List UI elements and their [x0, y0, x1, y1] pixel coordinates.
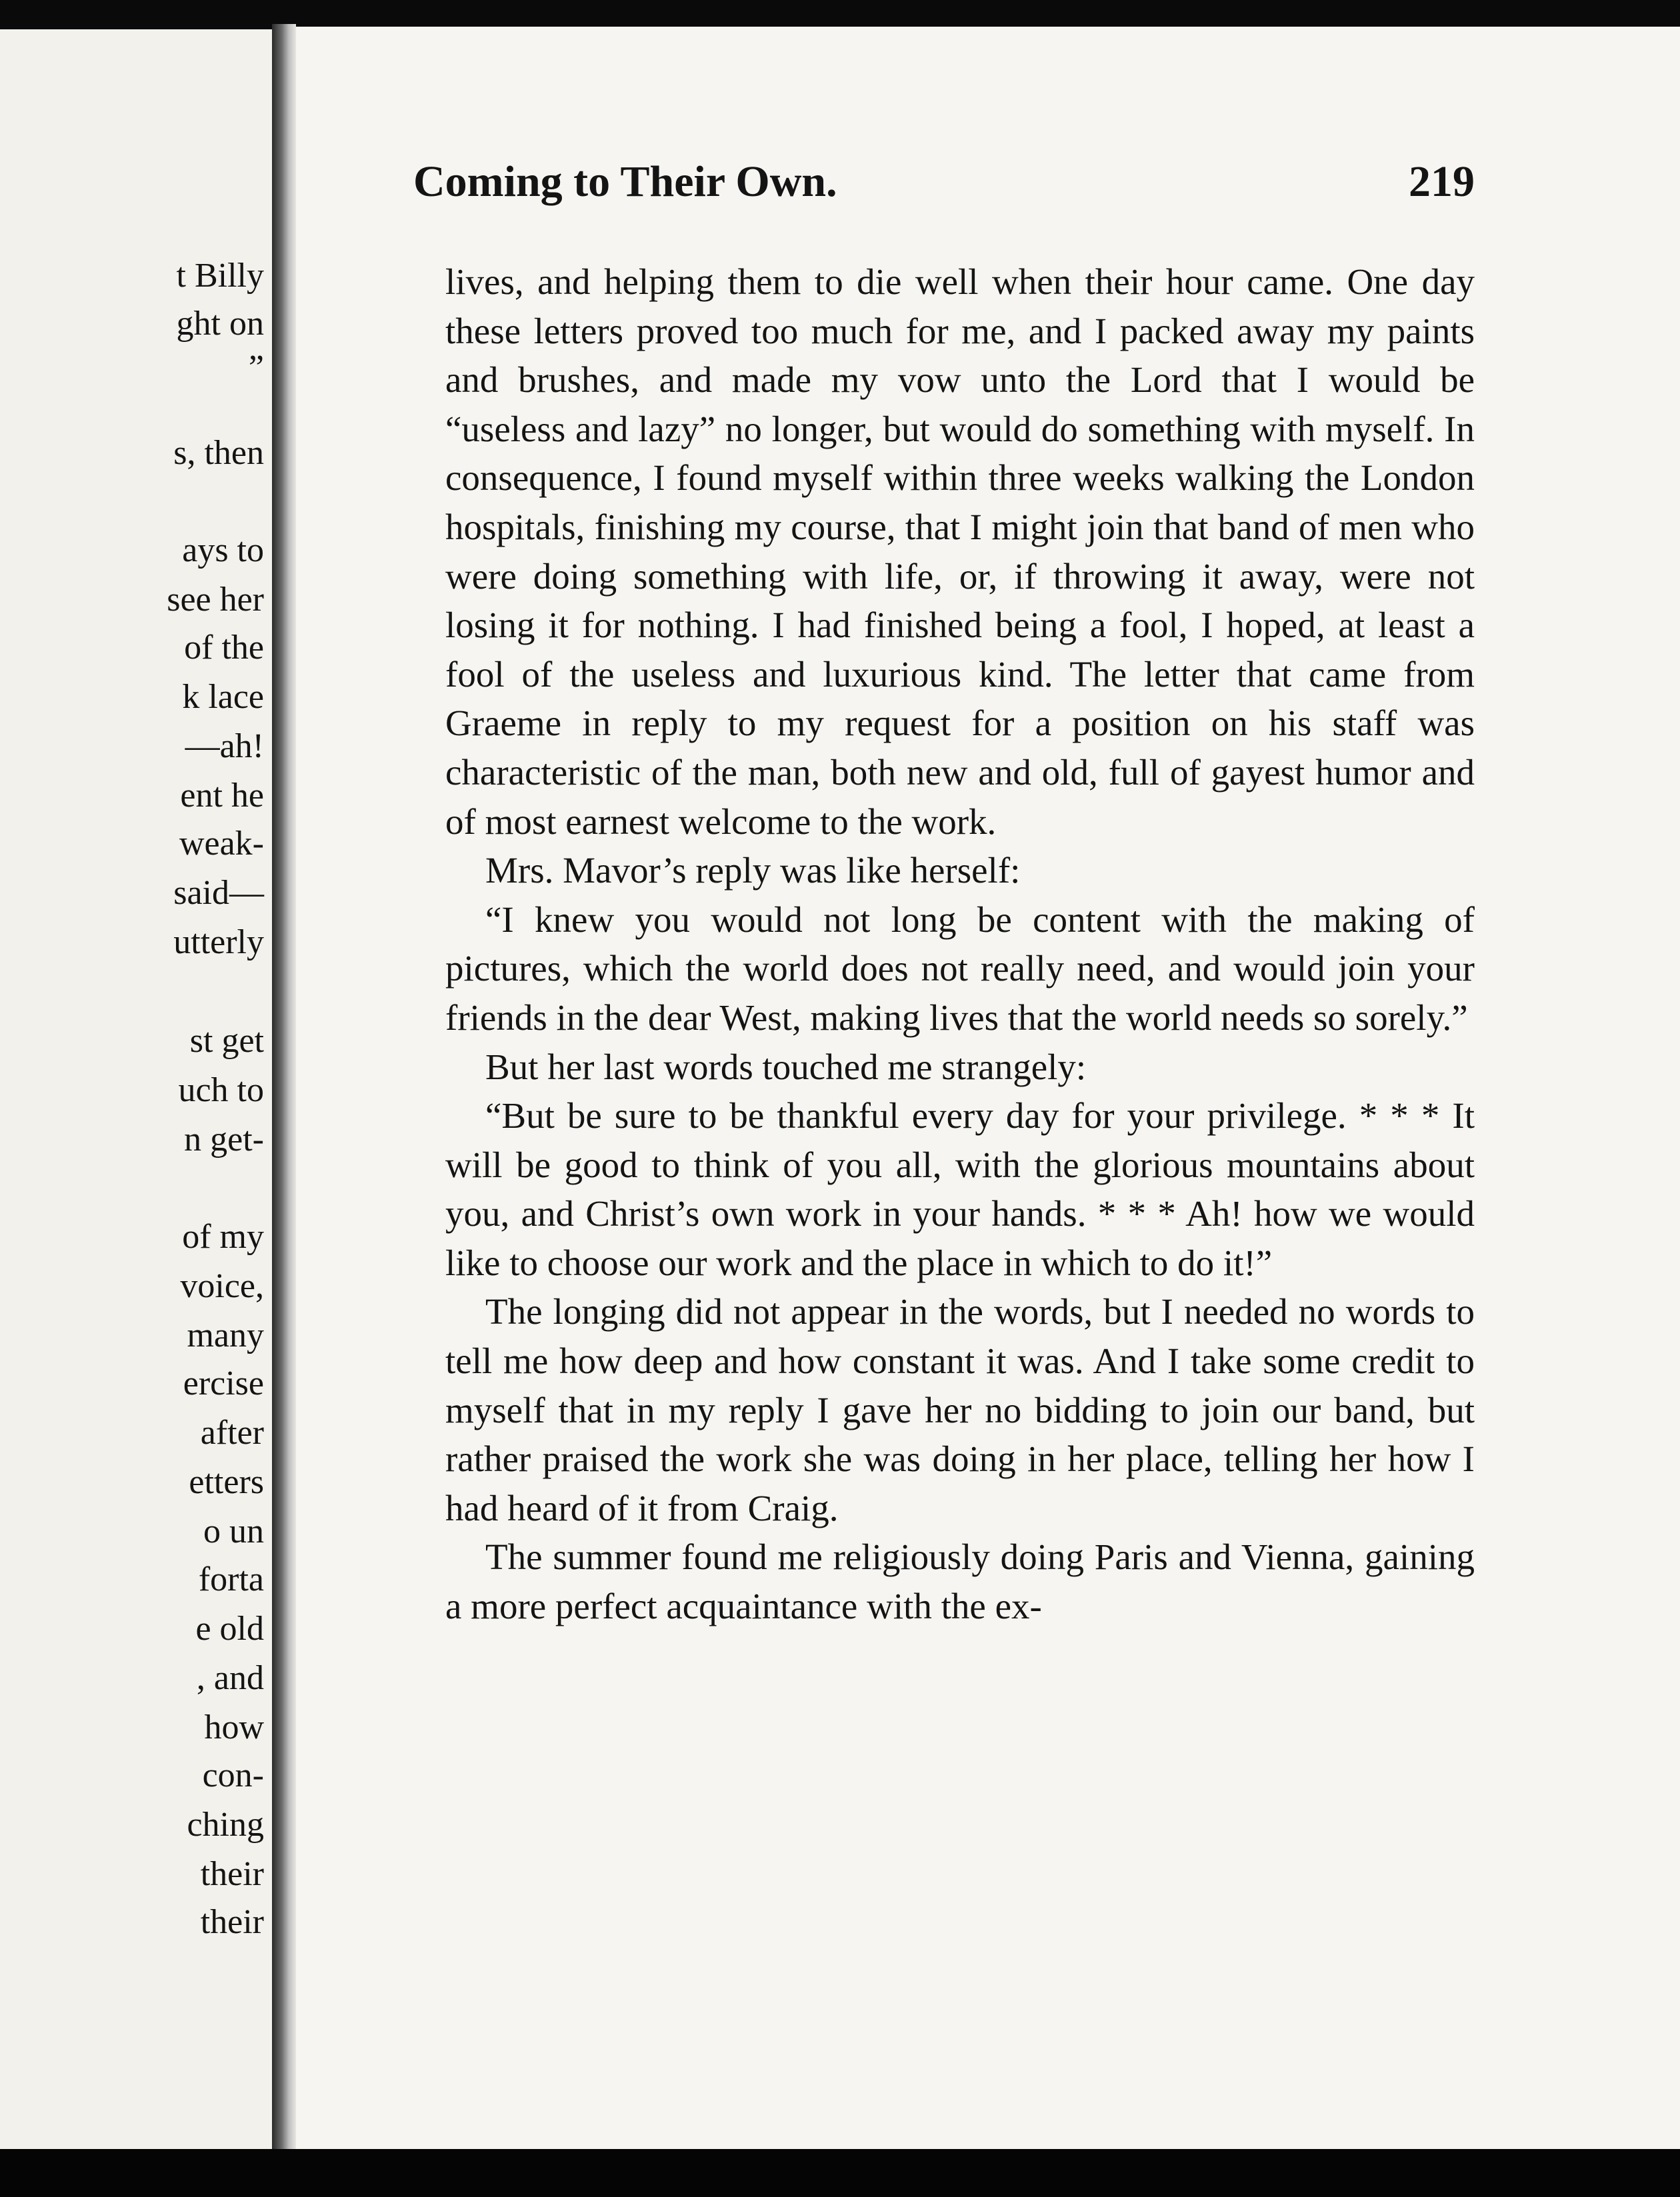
- left-page-fragment: etters: [189, 1463, 264, 1501]
- left-page-fragment: con-: [202, 1756, 264, 1794]
- left-page-fragment: , and: [196, 1659, 264, 1697]
- left-page-fragment: voice,: [180, 1267, 264, 1305]
- left-page-fragment: k lace: [182, 678, 264, 716]
- left-page-fragment: e old: [195, 1610, 264, 1648]
- left-page-fragment: ”: [248, 349, 264, 387]
- left-page-fragment: their: [200, 1855, 264, 1893]
- paragraph: lives, and helping them to die well when their hour came. One day these letters proved too much for me, and I packed away my paints and brushes, and made my vow unto the Lord that I would be “useless and lazy” no longer, but would do something with myself. In consequence, I found myself within three weeks walking the London hospitals, finishing my course, that I might join that band of men who were doing something with life, or, if throwing it away, were not losing it for nothing. I had finished being a fool, I hoped, at least a fool of the useless and luxurious kind. The letter that came from Graeme in reply to my request for a position on his staff was characteristic of the man, both new and old, full of gayest humor and of most earnest welcome to the work.: [445, 261, 1475, 842]
- left-page-fragment: many: [187, 1316, 264, 1354]
- running-title: Coming to Their Own.: [413, 157, 837, 206]
- body-text: [445, 257, 1475, 1631]
- paragraph: “I knew you would not long be content with the making of pictures, which the world does not really need, and would join your friends in the dear West, making lives that the world needs so sorely.”: [445, 899, 1475, 1038]
- left-page-fragment: st get: [189, 1022, 264, 1060]
- paragraph: “But be sure to be thankful every day for your privilege. * * * It will be good to think of you all, with the glorious mountains about you, and Christ’s own work in your hands. * * * Ah! how we would like to choose our work and the place in which to do it!”: [445, 1095, 1475, 1283]
- left-page-fragment: of my: [182, 1218, 264, 1256]
- left-page-fragment: forta: [198, 1560, 264, 1598]
- page-header: [413, 152, 1475, 212]
- paragraph: Mrs. Mavor’s reply was like herself:: [485, 850, 1021, 891]
- left-page-fragment: s, then: [173, 434, 264, 472]
- left-page-fragment: uch to: [178, 1071, 264, 1109]
- left-page-fragment: ching: [187, 1806, 264, 1844]
- scan-border: [0, 2149, 1680, 2197]
- left-page-fragment: t Billy: [176, 257, 264, 295]
- left-page-fragment: said—: [173, 874, 264, 912]
- paragraph: The summer found me religiously doing Paris and Vienna, gaining a more perfect acquaintance with the ex-: [445, 1536, 1475, 1627]
- left-page-fragment: their: [200, 1903, 264, 1941]
- paragraph: But her last words touched me strangely:: [485, 1046, 1087, 1087]
- left-page-fragment: ercise: [183, 1364, 264, 1402]
- left-page-fragment: weak-: [179, 825, 264, 863]
- left-page-fragment: o un: [203, 1512, 264, 1550]
- left-page-fragment: ght on: [176, 305, 264, 343]
- left-page-fragment: utterly: [173, 923, 264, 961]
- left-page-fragment: see her: [167, 581, 264, 619]
- left-page-fragment: n get-: [184, 1120, 264, 1158]
- paragraph: The longing did not appear in the words, but I needed no words to tell me how deep and how constant it was. And I take some credit to myself that in my reply I gave her no bidding to join our band, but rather praised the work she was doing in her place, telling her how I had heard of it from Craig.: [445, 1291, 1475, 1528]
- left-page: [0, 29, 272, 2149]
- left-page-fragment: —ah!: [185, 727, 264, 765]
- left-page-fragment: how: [204, 1708, 264, 1746]
- book-spine: [272, 24, 296, 2150]
- left-page-fragment: ent he: [180, 777, 264, 815]
- left-page-fragment: of the: [184, 629, 264, 667]
- left-page-fragment: ays to: [182, 531, 264, 569]
- page-number: 219: [1409, 157, 1475, 206]
- left-page-fragment: after: [200, 1414, 264, 1452]
